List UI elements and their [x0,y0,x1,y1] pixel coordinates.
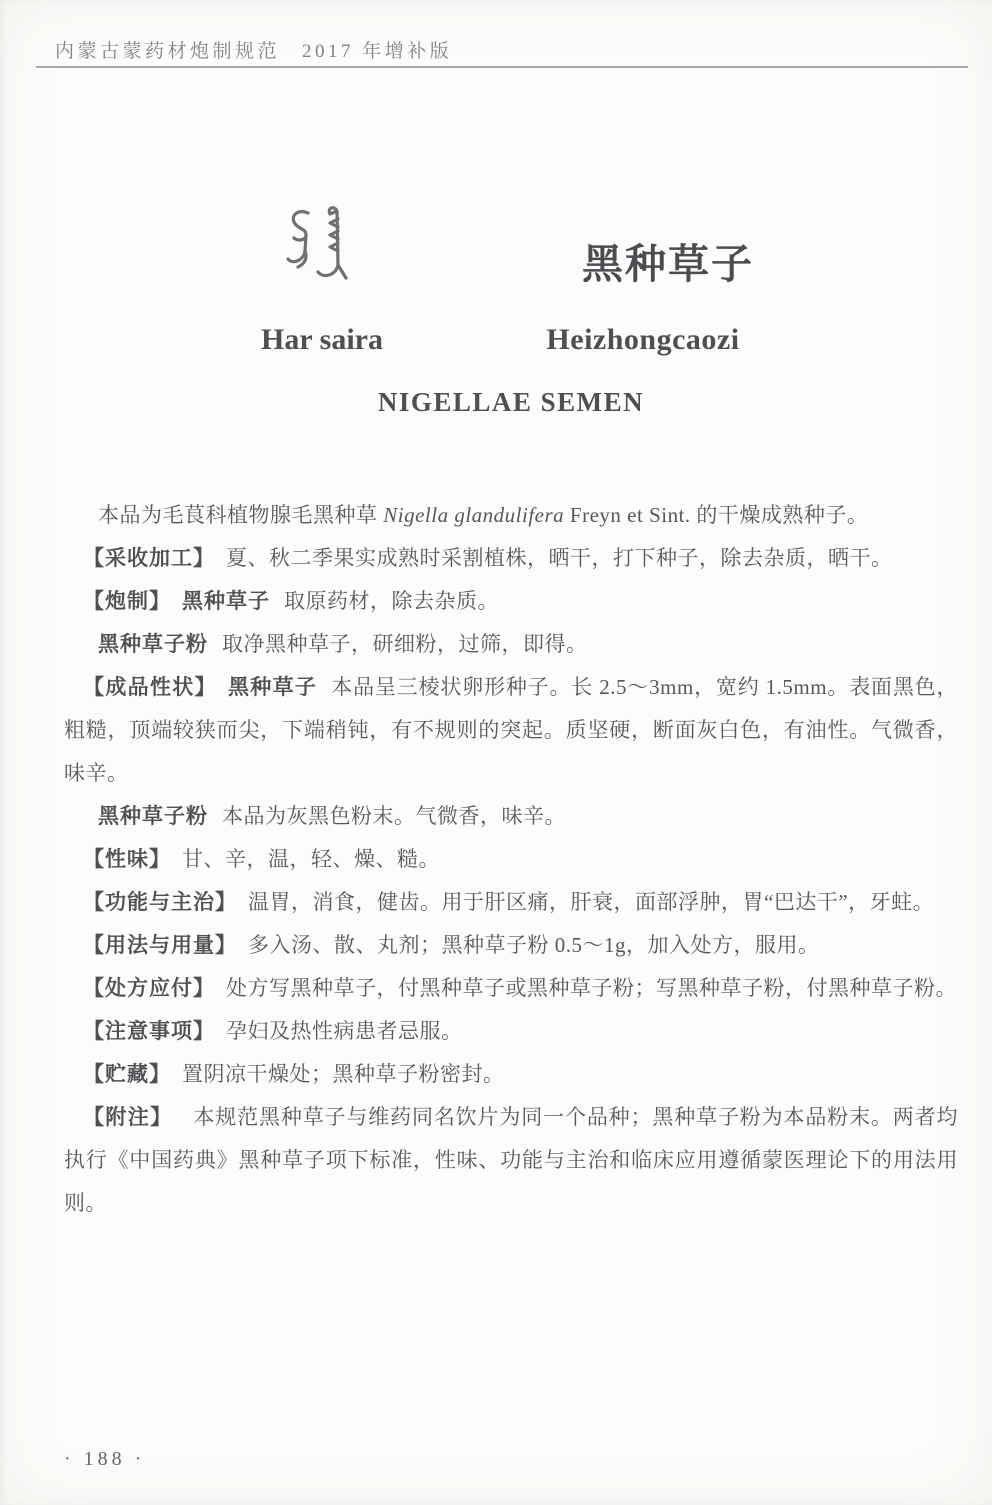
paragraph-harvest-processing [64,537,958,580]
header-divider [36,66,968,68]
section-text: 夏、秋二季果实成熟时采割植株，晒干，打下种子，除去杂质，晒干。 [226,546,893,570]
paragraph-source [64,494,958,537]
section-text: 甘、辛，温，轻、燥、糙。 [182,847,440,871]
paragraph-appendix-note [64,1096,958,1225]
section-label: 【注意事项】 [83,1020,215,1043]
section-text: 多入汤、散、丸剂；黑种草子粉 0.5～1g，加入处方，服用。 [248,933,820,957]
source-text: 本品为毛茛科植物腺毛黑种草 [98,503,384,527]
section-text: 取净黑种草子，研细粉，过筛，即得。 [222,632,588,656]
section-text: 孕妇及热性病患者忌服。 [226,1019,463,1043]
source-text-cont: Freyn et Sint. 的干燥成熟种子。 [564,503,869,527]
drug-title-chinese: 黑种草子 [582,241,754,287]
section-label: 【附注】 [83,1106,173,1129]
page-number: · 188 · [64,1448,146,1470]
paragraph-taste [64,838,958,881]
botanical-name-italic: Nigella glandulifera [383,503,565,527]
section-text: 处方写黑种草子，付黑种草子或黑种草子粉；写黑种草子粉，付黑种草子粉。 [226,976,957,1000]
book-title: 内蒙古蒙药材炮制规范 [55,41,281,62]
drug-name-latin-pharmaceutical: NIGELLAE SEMEN [377,387,645,417]
drug-name-pinyin: Heizhongcaozi [546,323,740,356]
paragraph-powder-preparation [64,623,958,666]
preparation-name: 黑种草子 [182,590,270,613]
section-label: 【用法与用量】 [83,934,237,957]
paragraph-usage-dosage [64,924,958,967]
mongolian-script-icon [280,203,362,289]
paragraph-paozhi [64,580,958,623]
section-label: 【性味】 [83,848,171,871]
paragraph-properties [64,666,958,795]
section-label: 【采收加工】 [83,547,215,570]
preparation-name: 黑种草子粉 [98,805,208,828]
section-label: 【成品性状】 [83,676,217,699]
section-text: 本品呈三棱状卵形种子。长 2.5～3mm，宽约 1.5mm。表面黑色，粗糙，顶端较狭而尖，下端稍钝，有不规则的突起。质坚硬，断面灰白色，有油性。气微香，味辛。 [64,675,959,785]
section-text: 取原药材，除去杂质。 [284,589,499,613]
section-label: 【功能与主治】 [83,891,237,914]
preparation-name: 黑种草子 [227,676,318,699]
section-text: 温胃，消食，健齿。用于肝区痛，肝衰，面部浮肿，胃“巴达干”，牙蛀。 [248,890,935,914]
monograph-body [64,494,958,1225]
paragraph-storage [64,1053,958,1096]
running-header [55,36,452,63]
drug-name-mongolian-latin: Har saira [261,323,383,356]
preparation-name: 黑种草子粉 [98,633,208,656]
section-text: 本规范黑种草子与维药同名饮片为同一个品种；黑种草子粉为本品粉末。两者均执行《中国药典》黑种草子项下标准，性味、功能与主治和临床应用遵循蒙医理论下的用法用则。 [64,1105,958,1215]
edition-label: 2017 年增补版 [302,41,453,62]
section-label: 【贮藏】 [83,1063,171,1086]
paragraph-prescription-dispensing [64,967,958,1010]
section-text: 本品为灰黑色粉末。气微香，味辛。 [222,804,566,828]
section-text: 置阴凉干燥处；黑种草子粉密封。 [182,1062,505,1086]
paragraph-precautions [64,1010,958,1053]
section-label: 【处方应付】 [83,977,215,1000]
paragraph-functions-indications [64,881,958,924]
section-label: 【炮制】 [83,590,171,613]
paragraph-powder-properties [64,795,958,838]
